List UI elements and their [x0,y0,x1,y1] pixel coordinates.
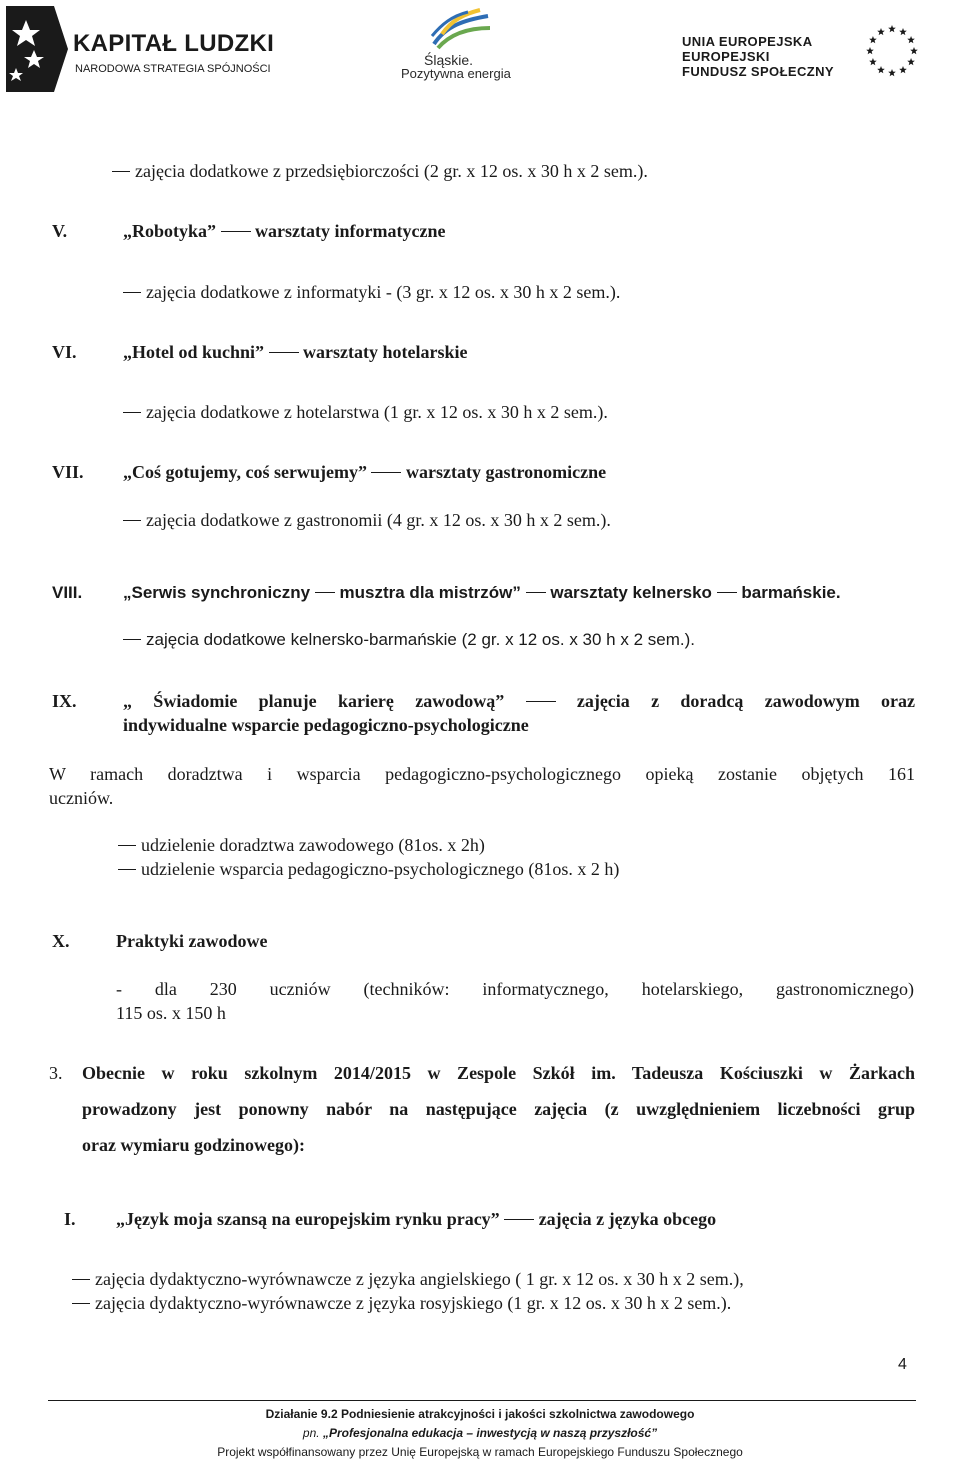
eu-star-icon [910,47,918,54]
list-item: zajęcia dodatkowe z hotelarstwa (1 gr. x 12 os. x 30 h x 2 sem.). [123,401,608,423]
section-number: V. [52,221,68,241]
list-item: zajęcia dodatkowe z informatyki - (3 gr. x 12 os. x 30 h x 2 sem.). [123,281,620,303]
eu-star-icon [888,69,896,76]
ue-line3: FUNDUSZ SPOŁECZNY [682,64,834,79]
section-title: Praktyki zawodowe [116,931,268,951]
paragraph-line: Obecnie w roku szkolnym 2014/2015 w Zespole Szkół im. Tadeusza Kościuszki w Żarkach [82,1063,915,1083]
paragraph-line: uczniów. [49,788,114,808]
kapital-ludzki-subtitle: NARODOWA STRATEGIA SPÓJNOŚCI [75,63,271,75]
section-number: I. [64,1209,76,1229]
eu-star-icon [866,47,874,54]
paragraph-line: W ramach doradztwa i wsparcia pedagogiczno-psychologicznego opieką zostanie objętych 161 [49,764,915,784]
paragraph-line: oraz wymiaru godzinowego): [82,1135,305,1155]
eu-star-icon [907,36,915,43]
section-title: „Robotyka” warsztaty informatyczne [123,221,446,241]
list-item: udzielenie wsparcia pedagogiczno-psychologicznego (81os. x 2 h) [118,858,619,880]
section-title: „Coś gotujemy, coś serwujemy” warsztaty gastronomiczne [123,462,607,482]
footer-line2: pn. „Profesjonalna edukacja – inwestycją w naszą przyszłość” [302,1426,658,1440]
paragraph-line: prowadzony jest ponowny nabór na następujące zajęcia (z uwzględnieniem liczebności grup [82,1099,915,1119]
kapital-ludzki-emblem-icon [6,6,68,92]
eu-star-icon [888,25,896,32]
section-title: „ Świadomie planuje karierę zawodową” zajęcia z doradcą zawodowym oraz [123,691,915,711]
section-number: IX. [52,691,77,711]
eu-star-icon [899,28,907,35]
list-item: zajęcia dodatkowe z gastronomii (4 gr. x 12 os. x 30 h x 2 sem.). [123,509,611,531]
section-number: X. [52,931,70,951]
list-item: zajęcia dodatkowe kelnersko-barmańskie (2 gr. x 12 os. x 30 h x 2 sem.). [123,629,695,651]
eu-star-icon [907,58,915,65]
section-number: VI. [52,342,77,362]
page-number: 4 [898,1356,907,1373]
eu-star-icon [899,66,907,73]
paragraph-line: - dla 230 uczniów (techników: informatycznego, hotelarskiego, gastronomicznego) [116,979,914,999]
section-number: VIII. [52,583,83,602]
section-number: VII. [52,462,84,482]
paragraph-line: 115 os. x 150 h [116,1003,226,1023]
list-item: zajęcia dydaktyczno-wyrównawcze z języka rosyjskiego (1 gr. x 12 os. x 30 h x 2 sem.). [72,1292,731,1314]
footer-line1: Działanie 9.2 Podniesienie atrakcyjności i jakości szkolnictwa zawodowego [265,1407,695,1421]
footer-line3: Projekt współfinansowany przez Unię Europejską w ramach Europejskiego Funduszu Społecznego [217,1445,743,1459]
footer-divider [48,1400,916,1401]
list-item: udzielenie doradztwa zawodowego (81os. x 2h) [118,834,485,856]
section-title: „Serwis synchroniczny musztra dla mistrzów” warsztaty kelnersko barmańskie. [123,583,841,602]
ue-line1: UNIA EUROPEJSKA [682,34,813,49]
list-item: zajęcia dodatkowe z przedsiębiorczości (2 gr. x 12 os. x 30 h x 2 sem.). [112,160,648,182]
slaskie-emblem-icon [428,6,494,52]
list-item: zajęcia dydaktyczno-wyrównawcze z języka angielskiego ( 1 gr. x 12 os. x 30 h x 2 sem.), [72,1268,744,1290]
slaskie-subtitle: Pozytywna energia [401,66,511,81]
eu-star-icon [877,66,885,73]
section-title-line2: indywidualne wsparcie pedagogiczno-psychologiczne [123,715,529,735]
kapital-ludzki-title: KAPITAŁ LUDZKI [73,30,275,57]
eu-star-icon [877,28,885,35]
eu-flag-stars-icon [852,22,932,80]
section-title: „Hotel od kuchni” warsztaty hotelarskie [123,342,468,362]
eu-star-icon [869,58,877,65]
section-number: 3. [49,1063,63,1083]
ue-line2: EUROPEJSKI [682,49,770,64]
section-title: „Język moja szansą na europejskim rynku pracy” zajęcia z języka obcego [116,1209,717,1229]
eu-star-icon [869,36,877,43]
slaskie-title: Śląskie. [424,52,474,68]
